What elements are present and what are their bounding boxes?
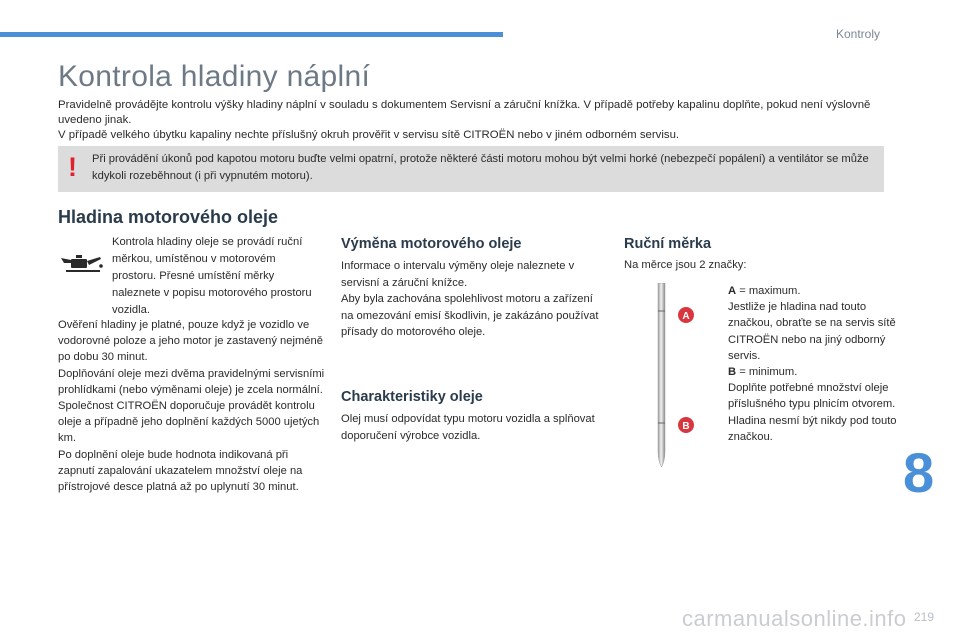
dipstick-intro: Na měrce jsou 2 značky: [624, 259, 747, 271]
marker-b-label: B [682, 421, 690, 432]
section-label: Kontroly [836, 27, 881, 41]
chapter-number: 8 [903, 441, 935, 504]
oil-change-paragraph-2: Aby byla zachována spolehlivost motoru a zařízení na omezování emisí škodlivin, je zakázáno používat přísady do motorového oleje. [341, 293, 599, 339]
oil-specs-paragraph: Olej musí odpovídat typu motoru vozidla a splňovat doporučení výrobce vozidla. [341, 413, 595, 442]
warning-text: Při provádění úkonů pod kapotou motoru buďte velmi opatrní, protože některé části motoru mohou být velmi horké (nebezpečí popálení) a ventilátor se může kdykoli rozeběhnout (i při vypnutém motoru). [92, 153, 869, 182]
legend-b-value: = minimum. [736, 366, 798, 379]
page-title: Kontrola hladiny náplní [58, 60, 371, 93]
oil-can-icon [58, 251, 104, 273]
legend-b-text: Doplňte potřebné množství oleje příslušného typu plnicím otvorem. Hladina nesmí být nikdy pod touto značkou. [728, 382, 897, 443]
intro-paragraph-2: V případě velkého úbytku kapaliny nechte příslušný okruh prověřit v servisu sítě CITROËN nebo v jiném odborném servisu. [58, 129, 680, 141]
warning-box [58, 146, 884, 192]
marker-a-badge [678, 307, 694, 323]
legend-b-key: B [728, 366, 737, 379]
legend-a-key: A [728, 285, 737, 297]
dipstick-illustration [652, 283, 698, 469]
legend-a-value: = maximum. [736, 285, 801, 297]
engine-oil-intro [112, 234, 322, 319]
engine-oil-paragraph-3: Po doplnění oleje bude hodnota indikovaná při zapnutí zapalování ukazatelem množství oleje na přístrojové desce platná až po uplynutí 30 minut. [58, 448, 303, 494]
legend-b [728, 364, 898, 380]
intro-text [58, 98, 878, 143]
legend-a [728, 283, 898, 299]
intro-paragraph-1: Pravidelně provádějte kontrolu výšky hladiny náplní v souladu s dokumentem Servisní a záruční knížka. V případě potřeby kapalinu doplňte, pokud není výslovně uvedeno jinak. [58, 99, 871, 126]
engine-oil-paragraph-2: Doplňování oleje mezi dvěma pravidelnými servisními prohlídkami (nebo výměnami oleje) je zcela normální. Společnost CITROËN doporučuje provádět kontrolu oleje a případně jeho doplnění každých 5000 ujetých km. [58, 367, 325, 445]
marker-a-label: A [682, 311, 690, 322]
watermark: carmanualsonline.info [682, 606, 907, 631]
engine-oil-body [58, 317, 326, 495]
oil-change-heading: Výměna motorového oleje [341, 236, 522, 252]
oil-change-paragraph-1: Informace o intervalu výměny oleje naleznete v servisní a záruční knížce. [341, 260, 575, 289]
oil-change-text [341, 258, 606, 341]
engine-oil-paragraph-1: Ověření hladiny je platné, pouze když je vozidlo ve vodorovné poloze a jeho motor je zastavený nejméně po dobu 30 minut. [58, 319, 323, 364]
dipstick-heading: Ruční měrka [624, 236, 712, 252]
warning-icon: ! [68, 152, 77, 182]
page-number: 219 [914, 610, 935, 624]
engine-oil-intro-text: Kontrola hladiny oleje se provádí ruční měrkou, umístěnou v motorovém prostoru. Přesné umístění měrky naleznete v popisu motorového prostoru vozidla. [112, 236, 312, 316]
engine-oil-heading: Hladina motorového oleje [58, 207, 279, 227]
oil-specs-text [341, 411, 606, 444]
dipstick-legend [728, 283, 898, 445]
legend-a-text: Jestliže je hladina nad touto značkou, obraťte se na servis sítě CITROËN nebo na jiný odborný servis. [728, 301, 896, 362]
marker-b-badge [678, 417, 694, 433]
oil-specs-heading: Charakteristiky oleje [341, 389, 483, 405]
top-accent-bar [0, 32, 503, 37]
